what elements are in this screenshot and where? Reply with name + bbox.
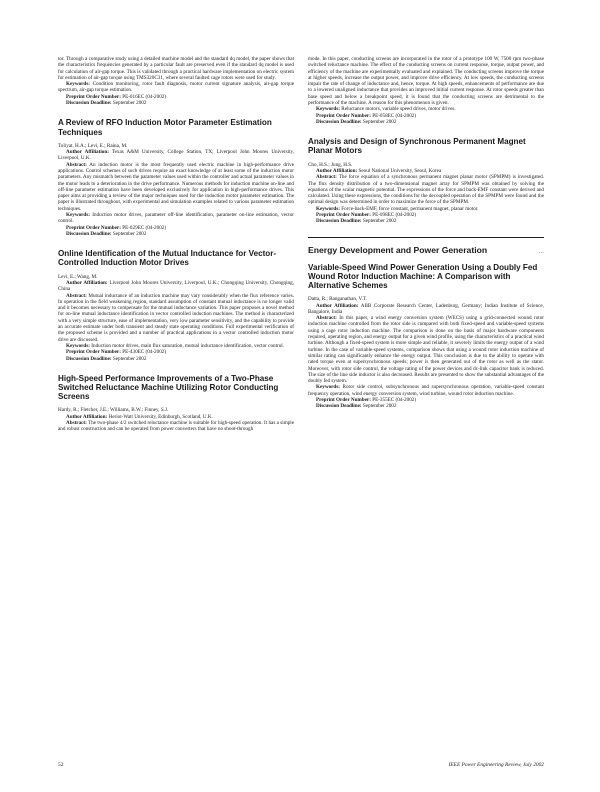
preprint-order: Preprint Order Number: PE-098EC (04-2002) (316, 212, 417, 219)
discussion-deadline: Discussion Deadline: September 2002 (66, 355, 147, 362)
keywords: Keywords: Force-back-EMF, force constant, permanent magnet, planar motor. (316, 205, 479, 212)
article-mutual-inductance (58, 249, 294, 362)
preprint-order: Preprint Order Number: PE-029EC (04-2002) (66, 224, 167, 231)
keywords: Keywords: Induction motor drives, parameter off-line identification, parameter on-line estimation, vector control. (58, 212, 294, 225)
article-authors: Datta, R.; Ranganathan, V.T. (308, 296, 367, 303)
article-authors: Toliyat, H.A.; Levi, E.; Raina, M. (58, 142, 128, 149)
right-column (308, 56, 544, 410)
preprint-order: Preprint Order Number: PE-058EC (04-2002) (316, 112, 417, 119)
keywords: Keywords: Induction motor drives, main flux saturation, mutual inductance identification, vector control. (66, 342, 285, 349)
article-switched-reluctance (58, 374, 294, 433)
discussion-deadline: Discussion Deadline: September 2002 (316, 403, 397, 410)
article-title: Analysis and Design of Synchronous Permanent Magnet Planar Motors (308, 137, 526, 156)
carryover-abstract: mode. In this paper, conducting screens are incorporated in the rotor of a prototype 100 W, 7500 rpm two-phase switched reluctance machine. The effect of the conducting screens on current response, torque, output power, and efficiency of the machine are experimentally evaluated and explained. The conducting screens improve the torque at higher speeds, increase the output power, and improve drive efficiency. At low speeds, the conducting screens impair the rate of change of inductance and, hence, torque. At high speeds, enhancements of performance are due to a lowered unaligned inductance that provides an improved initial current response. At rotor speeds greater than base speed and below a breakpoint speed, it is found that the conducting screens are detrimental to the performance of the machine. A reason for this phenomenon is given. (308, 56, 544, 107)
article-authors: Levi, E.; Wang, M. (58, 273, 98, 280)
article-abstract: Abstract: An induction motor is the most frequently used electric machine in high-performance drive applications. Control schemes of such drives require an exact knowledge of at least some of the induction motor parameters. Any mismatch between the parameter values used within the controller and actual parameter values in the motor leads to a deterioration in the drive performance. Numerous methods for induction machine on-line and off-line parameter estimation have been developed exclusively for application in high-performance drives. This paper aims at providing a review of the major techniques used for the induction motor parameter estimation. The paper is illustrated throughout, with experimental and simulation examples related to various parameter estimation techniques. (58, 161, 294, 212)
article-title: Online Identification of the Mutual Inductance for Vector-Controlled Induction Motor Drives (58, 249, 277, 268)
article-abstract: Abstract: In this paper, a wind energy conversion system (WECS) using a grid-connected wound rotor induction machine controlled from the rotor side is compared with both fixed-speed and variable-speed systems using a cage rotor induction machine. The comparison is done on the basis of major hardware components required, operating region, and energy output for a given wind profile, using the characteristics of a practical wind turbine. Although a fixed-speed system is more simple and reliable, it severely limits the energy output of a wind turbine. In the case of variable-speed systems, comparison shows that using a wound rotor induction machine of similar rating can significantly enhance the energy output. This conclusion is due to the ability to operate with rated torque even at supersynchronous speeds; power is then generated out of the rotor as well as the stator. Moreover, with rotor side control, the voltage rating of the power devices and dc-link capacitor bank is reduced. The size of the line side inductor is also decreased. Results are presented to show the substantial advantages of the doubly fed system. (308, 315, 544, 385)
preprint-order: Preprint Order Number: PE-355EC (04-2002) (316, 397, 417, 403)
article-wind-power (308, 263, 544, 410)
article-planar-motors (308, 137, 544, 224)
article-abstract: Abstract: The two-phase 4/2 switched reluctance machine is suitable for high-speed operation. It has a simple and robust construction and can be operated from power converters that have no shoot-through (58, 420, 294, 433)
author-affiliation: Author Affiliation: Heriot-Watt University, Edinburgh, Scotland, U.K. (66, 413, 213, 420)
article-authors: Cho, H.S.; Jung, H.S. (308, 161, 353, 168)
article-title: Variable-Speed Wind Power Generation Using a Doubly Fed Wound Rotor Induction Machine: A Comparison with Alternative Schemes (308, 262, 538, 291)
article-rfo-review (58, 118, 294, 237)
article-title: A Review of RFO Induction Motor Parameter Estimation Techniques (58, 118, 272, 137)
author-affiliation: Author Affiliation: Texas A&M University, College Station, TX; Liverpool John Moores University, Liverpool, U.K. (58, 149, 294, 162)
keywords: Keywords: Reluctance motors, variable speed drives, motor drives. (316, 106, 456, 113)
article-title: High-Speed Performance Improvements of a Two-Phase Switched Reluctance Machine Utilizing Rotor Conducting Screens (58, 373, 279, 402)
author-affiliation: Author Affiliation: Seoul National University, Seoul, Korea (316, 167, 442, 174)
discussion-deadline: Discussion Deadline: September 2002 (316, 218, 397, 225)
discussion-deadline: Discussion Deadline: September 2002 (66, 230, 147, 237)
preprint-order: Preprint Order Number: PE-430EC (04-2002) (66, 349, 167, 356)
section-title: Energy Development and Power Generation (308, 244, 488, 255)
article-abstract: Abstract: Mutual inductance of an induction machine may vary considerably when the flux reference varies. In operation in the field weakening region, standard assumption of constant mutual inductance is no longer valid and it becomes necessary to compensate for the mutual inductance variation. This paper proposes a novel method for on-line mutual inductance identification in vector controlled induction machines. The method is characterized with a very simple structure, ease of implementation, very low parameter sensitivity, and the capability to provide an accurate estimate under both transient and steady state operating conditions. Full experimental verification of the proposed scheme is provided and a number of practical applications in a vector controlled induction motor drive are discussed. (58, 292, 295, 343)
article-authors: Hardy, R.; Fletcher, J.E.; Williams, B.W.; Finney, S.J. (58, 407, 169, 414)
carryover-abstract: tor. Through a comparative study using a detailed machine model and the standard dq model, the paper shows that the characteristics frequencies generated by a particular fault are preserved even if the standard dq model is used for calculation of air-gap torque. This is validated through a practical hardware implementation on electric system for estimation of air-gap torque using TMS320C31, where several faulted cage rotors were used for study. (58, 56, 294, 81)
left-column (58, 56, 294, 433)
author-affiliation: Author Affiliation: Liverpool John Moores University, Liverpool, U.K.; Chongqing University, Chongqing, China (58, 279, 294, 293)
preprint-order: Preprint Order Number: PE-016EC (04-2002) (66, 93, 167, 100)
page-number: 52 (58, 762, 64, 768)
article-abstract: Abstract: The force equation of a synchronous permanent magnet planar motor (SPMPM) is investigated. The flux density distribution of a two-dimensional magnet array for SPMPM was obtained by solving the equations of the scalar magnetic potential. The expressions of the force and back-EMF constant were derived and calculated. Using these expressions, the conditions for the decoupled operation of the SPMPM were found and the optimal design was determined in order to maximize the force of the SPMPM. (308, 174, 544, 206)
discussion-deadline: Discussion Deadline: September 2002 (316, 118, 397, 125)
discussion-deadline: Discussion Deadline: September 2002 (66, 100, 147, 107)
section-heading (308, 237, 544, 255)
keywords: Keywords: Condition monitoring, rotor fault diagnosis, motor current signature analysis, air-gap torque spectrum, air-gap torque estimation. (58, 81, 294, 94)
keywords: Keywords: Rotor side control, subsynchronous and supersynchronous operation, variable-speed constant frequency operation, wind energy conversion system, wind turbine, wound rotor induction machine. (308, 384, 544, 397)
page-footer (58, 762, 544, 768)
journal-name: IEEE Power Engineering Review, July 2002 (448, 762, 544, 768)
section-continuation: … (538, 248, 544, 255)
author-affiliation: Author Affiliation: ABB Corporate Research Center, Ladenburg, Germany; Indian Institute of Science, Bangalore, India (308, 302, 544, 315)
